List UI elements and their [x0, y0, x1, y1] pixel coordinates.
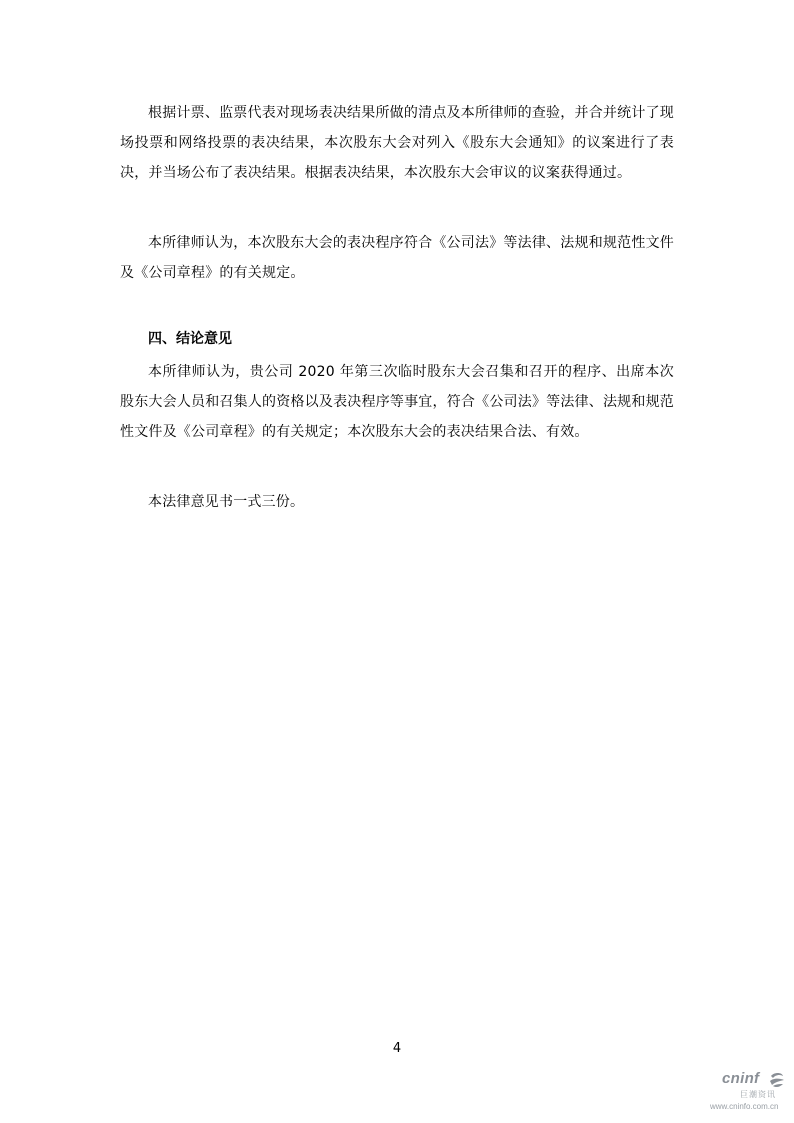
paragraph-vote-counting: 根据计票、监票代表对现场表决结果所做的清点及本所律师的查验，并合并统计了现场投票和网络投票的表决结果，本次股东大会对列入《股东大会通知》的议案进行了表决，并当场公布了表决结果。根据表决结果，本次股东大会审议的议案获得通过。: [120, 105, 674, 181]
watermark-chinese-name: 巨潮资讯: [740, 1090, 776, 1099]
cninfo-swirl-icon: [768, 1071, 786, 1089]
paragraph-conclusion: 本所律师认为，贵公司 2020 年第三次临时股东大会召集和召开的程序、出席本次股东大会人员和召集人的资格以及表决程序等事宜，符合《公司法》等法律、法规和规范性文件及《公司章程》的有关规定；本次股东大会的表决结果合法、有效。: [120, 364, 674, 440]
watermark-url: www.cninfo.com.cn: [710, 1102, 779, 1111]
section-heading-conclusion: 四、结论意见: [148, 331, 232, 347]
paragraph-voting-procedure-opinion: 本所律师认为，本次股东大会的表决程序符合《公司法》等法律、法规和规范性文件及《公司章程》的有关规定。: [120, 235, 674, 281]
cninfo-watermark-logo: [706, 1070, 790, 1116]
paragraph-copies: 本法律意见书一式三份。: [148, 494, 305, 510]
page-number: 4: [392, 1041, 402, 1056]
watermark-brand: cninf: [722, 1070, 760, 1087]
